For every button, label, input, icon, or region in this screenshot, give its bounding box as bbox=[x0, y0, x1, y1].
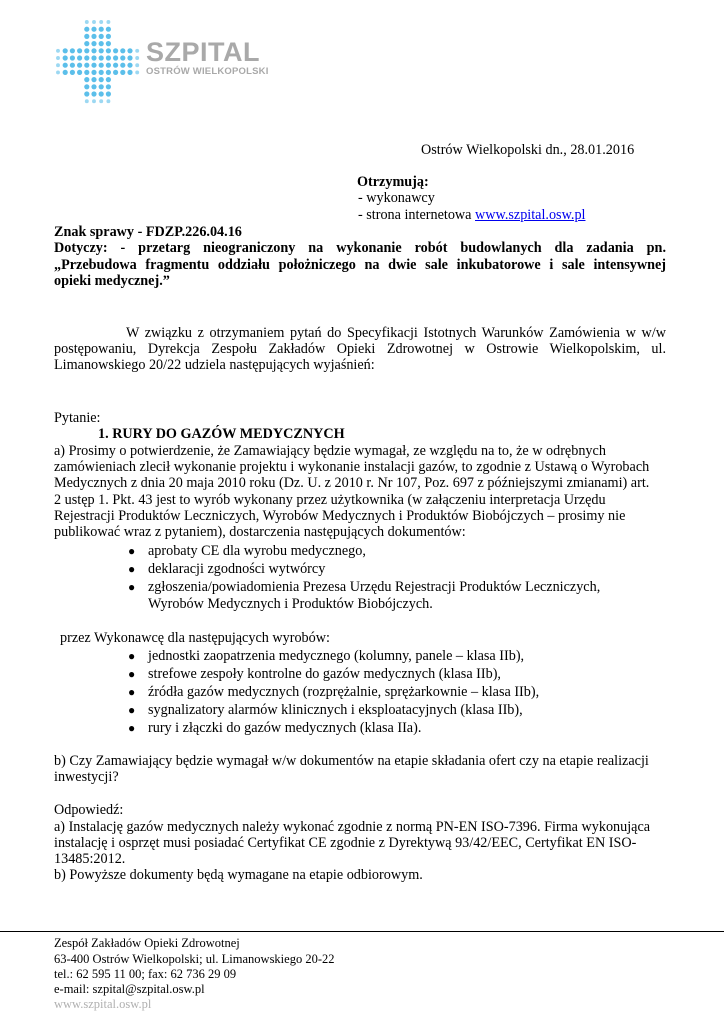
logo-dot bbox=[106, 91, 111, 96]
logo-dot bbox=[91, 48, 96, 53]
logo-dot bbox=[84, 63, 89, 68]
logo-dot bbox=[127, 63, 132, 68]
logo-dot bbox=[77, 55, 82, 60]
intro-line: postępowaniu, Dyrekcja Zespołu Zakładów Opieki Zdrowotnej w Ostrowie Wielkopolskim, ul. bbox=[54, 341, 666, 357]
logo-dot bbox=[127, 55, 132, 60]
logo-dot bbox=[70, 48, 75, 53]
logo-dot bbox=[63, 63, 68, 68]
answer-label: Odpowiedź: bbox=[54, 802, 124, 818]
logo-dot bbox=[84, 34, 89, 39]
logo-dot bbox=[91, 84, 96, 89]
logo-dot bbox=[84, 55, 89, 60]
product-item: rury i złączki do gazów medycznych (klasa IIa). bbox=[148, 720, 422, 736]
logo-dot bbox=[77, 63, 82, 68]
logo-dot bbox=[106, 41, 111, 46]
document-item-continuation: Wyrobów Medycznych i Produktów Biobójczych. bbox=[148, 596, 433, 612]
document-item: aprobaty CE dla wyrobu medycznego, bbox=[148, 543, 366, 559]
logo-dot bbox=[99, 55, 104, 60]
footer-website[interactable]: www.szpital.osw.pl bbox=[54, 997, 152, 1011]
logo-dot bbox=[106, 84, 111, 89]
question-b-line: b) Czy Zamawiający będzie wymagał w/w dokumentów na etapie składania ofert czy na etapie realizacji bbox=[54, 753, 649, 769]
answer-line: a) Instalację gazów medycznych należy wykonać zgodnie z normą PN-EN ISO-7396. Firma wykonująca bbox=[54, 819, 651, 835]
logo-dot bbox=[84, 91, 89, 96]
logo-dot bbox=[135, 49, 139, 53]
logo-dot bbox=[106, 55, 111, 60]
logo-dot bbox=[106, 20, 110, 24]
logo-dot bbox=[56, 49, 60, 53]
question-a-line: Rejestracji Produktów Leczniczych, Wyrobów Medycznych i Produktów Biobójczych – prosimy nie bbox=[54, 508, 626, 524]
logo-dot bbox=[127, 70, 132, 75]
logo-dot bbox=[63, 48, 68, 53]
logo-dot bbox=[84, 84, 89, 89]
logo-dot bbox=[91, 70, 96, 75]
logo-dot bbox=[77, 70, 82, 75]
hospital-logo-text bbox=[146, 38, 269, 78]
logo-dot bbox=[99, 91, 104, 96]
logo-dot bbox=[113, 55, 118, 60]
question-a-line: publikować wraz z pytaniem), dostarczenia następujących dokumentów: bbox=[54, 524, 466, 540]
question-a-line: 2 ustęp 1. Pkt. 43 jest to wyrób wykonany przez użytkownika (w załączeniu interpretacja Urzędu bbox=[54, 492, 606, 508]
bullet-icon: ● bbox=[128, 703, 136, 717]
logo-dot bbox=[99, 70, 104, 75]
logo-dot bbox=[84, 27, 89, 32]
logo-dot bbox=[99, 27, 104, 32]
logo-dot bbox=[99, 99, 103, 103]
logo-dot bbox=[92, 99, 96, 103]
logo-dot bbox=[91, 91, 96, 96]
answer-line: b) Powyższe dokumenty będą wymagane na etapie odbiorowym. bbox=[54, 867, 423, 883]
case-subject-line: „Przebudowa fragmentu oddziału położniczego na dwie sale inkubatorowe i sale intensywnej bbox=[54, 257, 666, 273]
logo-dot bbox=[63, 55, 68, 60]
footer-divider bbox=[0, 931, 724, 932]
bullet-icon: ● bbox=[128, 580, 136, 594]
logo-dot bbox=[99, 77, 104, 82]
logo-dot bbox=[120, 48, 125, 53]
logo-dot bbox=[106, 48, 111, 53]
logo-dot bbox=[113, 63, 118, 68]
recipients-heading: Otrzymują: bbox=[357, 174, 429, 190]
logo-dot bbox=[120, 63, 125, 68]
logo-dot bbox=[91, 77, 96, 82]
logo-dot bbox=[91, 34, 96, 39]
logo-dot bbox=[99, 34, 104, 39]
footer-address: 63-400 Ostrów Wielkopolski; ul. Limanowskiego 20-22 bbox=[54, 952, 335, 966]
logo-dot bbox=[91, 27, 96, 32]
logo-dot bbox=[92, 20, 96, 24]
logo-dot bbox=[99, 84, 104, 89]
logo-dot bbox=[91, 63, 96, 68]
recipient-item: - wykonawcy bbox=[358, 190, 435, 206]
logo-dot bbox=[85, 20, 89, 24]
date-line: Ostrów Wielkopolski dn., 28.01.2016 bbox=[421, 142, 635, 158]
website-link[interactable]: www.szpital.osw.pl bbox=[475, 207, 586, 223]
logo-dot bbox=[99, 48, 104, 53]
product-item: strefowe zespoły kontrolne do gazów medycznych (klasa IIb), bbox=[148, 666, 501, 682]
logo-dot bbox=[120, 55, 125, 60]
footer-phone: tel.: 62 595 11 00; fax: 62 736 29 09 bbox=[54, 967, 237, 981]
logo-dot bbox=[63, 70, 68, 75]
logo-dot bbox=[135, 56, 139, 60]
logo-dot bbox=[91, 55, 96, 60]
recipient-item: - strona internetowa www.szpital.osw.pl bbox=[358, 207, 586, 223]
logo-title: SZPITAL bbox=[146, 37, 260, 67]
intro-line: Limanowskiego 20/22 udziela następujących wyjaśnień: bbox=[54, 357, 375, 373]
bullet-icon: ● bbox=[128, 667, 136, 681]
bullet-icon: ● bbox=[128, 649, 136, 663]
answer-line: 13485:2012. bbox=[54, 851, 126, 867]
logo-dot bbox=[127, 48, 132, 53]
logo-dot bbox=[56, 63, 60, 67]
logo-dot bbox=[99, 41, 104, 46]
logo-dot bbox=[106, 27, 111, 32]
document-item: zgłoszenia/powiadomienia Prezesa Urzędu Rejestracji Produktów Leczniczych, bbox=[148, 579, 601, 595]
logo-dot bbox=[106, 63, 111, 68]
intro-line: W związku z otrzymaniem pytań do Specyfikacji Istotnych Warunków Zamówienia w w/w bbox=[126, 325, 666, 341]
bullet-icon: ● bbox=[128, 721, 136, 735]
logo-dot bbox=[106, 77, 111, 82]
logo-dot bbox=[120, 70, 125, 75]
logo-dot bbox=[113, 70, 118, 75]
product-item: sygnalizatory alarmów klinicznych i eksploatacyjnych (klasa IIb), bbox=[148, 702, 523, 718]
question-a-line: a) Prosimy o potwierdzenie, że Zamawiający będzie wymagał, ze względu na to, że w odrębnych bbox=[54, 443, 606, 459]
logo-dot bbox=[56, 56, 60, 60]
logo-dot bbox=[84, 70, 89, 75]
logo-dot bbox=[106, 70, 111, 75]
logo-dot bbox=[70, 63, 75, 68]
logo-dot bbox=[56, 70, 60, 74]
product-item: źródła gazów medycznych (rozprężalnie, sprężarkownie – klasa IIb), bbox=[148, 684, 540, 700]
bullet-icon: ● bbox=[128, 562, 136, 576]
by-contractor-line: przez Wykonawcę dla następujących wyrobów: bbox=[60, 630, 330, 646]
bullet-icon: ● bbox=[128, 685, 136, 699]
case-reference: Znak sprawy - FDZP.226.04.16 bbox=[54, 224, 242, 240]
answer-line: instalację i osprzęt musi posiadać Certyfikat CE zgodnie z Dyrektywą 93/42/EEC, Certyfikat EN ISO- bbox=[54, 835, 637, 851]
logo-dot bbox=[99, 63, 104, 68]
logo-dot bbox=[85, 99, 89, 103]
logo-dot bbox=[135, 70, 139, 74]
footer-org: Zespół Zakładów Opieki Zdrowotnej bbox=[54, 936, 240, 950]
question-a-line: zamówieniach zlecił wykonanie projektu i wykonanie instalacji gazów, to zgodnie z Ustawą o Wyrobach bbox=[54, 459, 650, 475]
case-subject-line: Dotyczy: - przetarg nieograniczony na wykonanie robót budowlanych dla zadania pn. bbox=[54, 240, 666, 256]
document-item: deklaracji zgodności wytwórcy bbox=[148, 561, 326, 577]
question-label: Pytanie: bbox=[54, 410, 101, 426]
question-b-line: inwestycji? bbox=[54, 769, 119, 785]
logo-dot bbox=[77, 48, 82, 53]
section-title: 1. RURY DO GAZÓW MEDYCZNYCH bbox=[98, 426, 345, 442]
logo-dot bbox=[113, 48, 118, 53]
logo-dot bbox=[84, 77, 89, 82]
footer-email: e-mail: szpital@szpital.osw.pl bbox=[54, 982, 205, 996]
question-a-line: Medycznych z dnia 20 maja 2010 roku (Dz. U. z 2010 r. Nr 107, Poz. 697 z późniejszymi zmianami) art. bbox=[54, 475, 650, 491]
product-item: jednostki zaopatrzenia medycznego (kolumny, panele – klasa IIb), bbox=[148, 648, 525, 664]
logo-dot bbox=[70, 70, 75, 75]
case-subject-line: opieki medycznej.” bbox=[54, 273, 170, 289]
logo-dot bbox=[99, 20, 103, 24]
logo-dot bbox=[84, 41, 89, 46]
logo-dot bbox=[70, 55, 75, 60]
logo-dot bbox=[135, 63, 139, 67]
logo-subtitle: OSTRÓW WIELKOPOLSKI bbox=[146, 66, 269, 77]
bullet-icon: ● bbox=[128, 544, 136, 558]
logo-dot bbox=[91, 41, 96, 46]
logo-dot bbox=[106, 34, 111, 39]
logo-dot bbox=[84, 48, 89, 53]
logo-dot bbox=[106, 99, 110, 103]
